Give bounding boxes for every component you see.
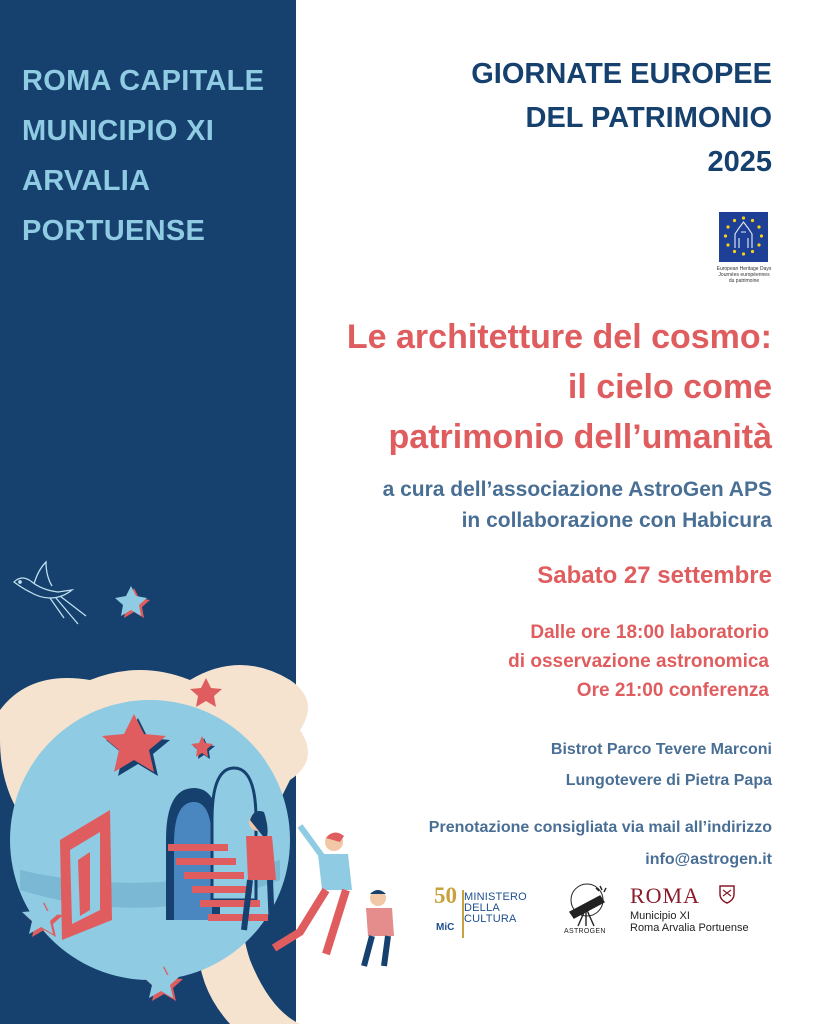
ehd-caption-line: Journées européennes <box>718 272 770 278</box>
organizer-line: a cura dell’associazione AstroGen APS <box>382 478 772 501</box>
event-organizers <box>383 474 772 536</box>
mic-abbreviation: MiC <box>436 922 455 933</box>
event-schedule <box>508 618 769 705</box>
event-title-line: patrimonio dell’umanità <box>388 418 772 456</box>
event-title-line: Le architetture del cosmo: <box>346 318 772 356</box>
municipality-name <box>22 56 264 256</box>
booking-email[interactable]: info@astrogen.it <box>645 851 772 868</box>
venue-line: Bistrot Parco Tevere Marconi <box>550 741 772 758</box>
star-icon <box>115 586 150 618</box>
heritage-title-line: 2025 <box>707 146 772 178</box>
schedule-line: Dalle ore 18:00 laboratorio <box>530 622 769 643</box>
mic-name-line: MINISTERO <box>464 891 527 903</box>
municipality-line: ARVALIA <box>22 165 151 197</box>
mic-anniversary-number: 50 <box>434 883 457 908</box>
mic-name <box>464 892 527 925</box>
astrogen-label: ASTROGEN <box>564 928 606 935</box>
event-title <box>347 312 772 462</box>
roma-municipio-logo <box>630 884 749 934</box>
mic-name-line: CULTURA <box>464 913 517 925</box>
heritage-title-line: DEL PATRIMONIO <box>525 102 772 134</box>
european-heritage-days-logo <box>713 212 775 284</box>
roma-subtitle <box>630 910 749 934</box>
venue-line: Lungotevere di Pietra Papa <box>565 772 772 789</box>
ehd-caption-line: European Heritage Days <box>716 266 772 272</box>
ehd-caption <box>713 266 775 284</box>
organizer-line: in collaborazione con Habicura <box>461 509 772 532</box>
municipality-line: PORTUENSE <box>22 215 206 247</box>
roma-subtitle-line: Roma Arvalia Portuense <box>630 922 749 934</box>
schedule-line: Ore 21:00 conferenza <box>576 680 769 701</box>
roma-wordmark: ROMA <box>630 883 701 908</box>
eu-flag-icon <box>719 212 768 262</box>
heritage-title-line: GIORNATE EUROPEE <box>471 58 772 90</box>
event-title-line: il cielo come <box>567 368 772 406</box>
astrogen-logo <box>560 882 614 944</box>
heritage-days-title <box>471 52 772 184</box>
booking-line: Prenotazione consigliata via mail all’indirizzo <box>428 819 772 836</box>
mic-name-line: DELLA <box>464 902 500 914</box>
dove-icon <box>14 562 86 624</box>
booking-info <box>429 812 772 876</box>
ehd-caption-line: du patrimoine <box>728 278 760 284</box>
event-date: Sabato 27 settembre <box>537 562 772 589</box>
roma-shield-icon <box>718 884 736 904</box>
schedule-line: di osservazione astronomica <box>508 651 769 672</box>
roma-subtitle-line: Municipio XI <box>630 910 690 922</box>
municipality-line: MUNICIPIO XI <box>22 115 215 147</box>
observatory-illustration <box>0 540 420 1024</box>
telescope-icon <box>560 882 614 928</box>
ministry-of-culture-logo <box>434 884 544 944</box>
municipality-line: ROMA CAPITALE <box>22 65 265 97</box>
event-venue <box>551 734 772 796</box>
